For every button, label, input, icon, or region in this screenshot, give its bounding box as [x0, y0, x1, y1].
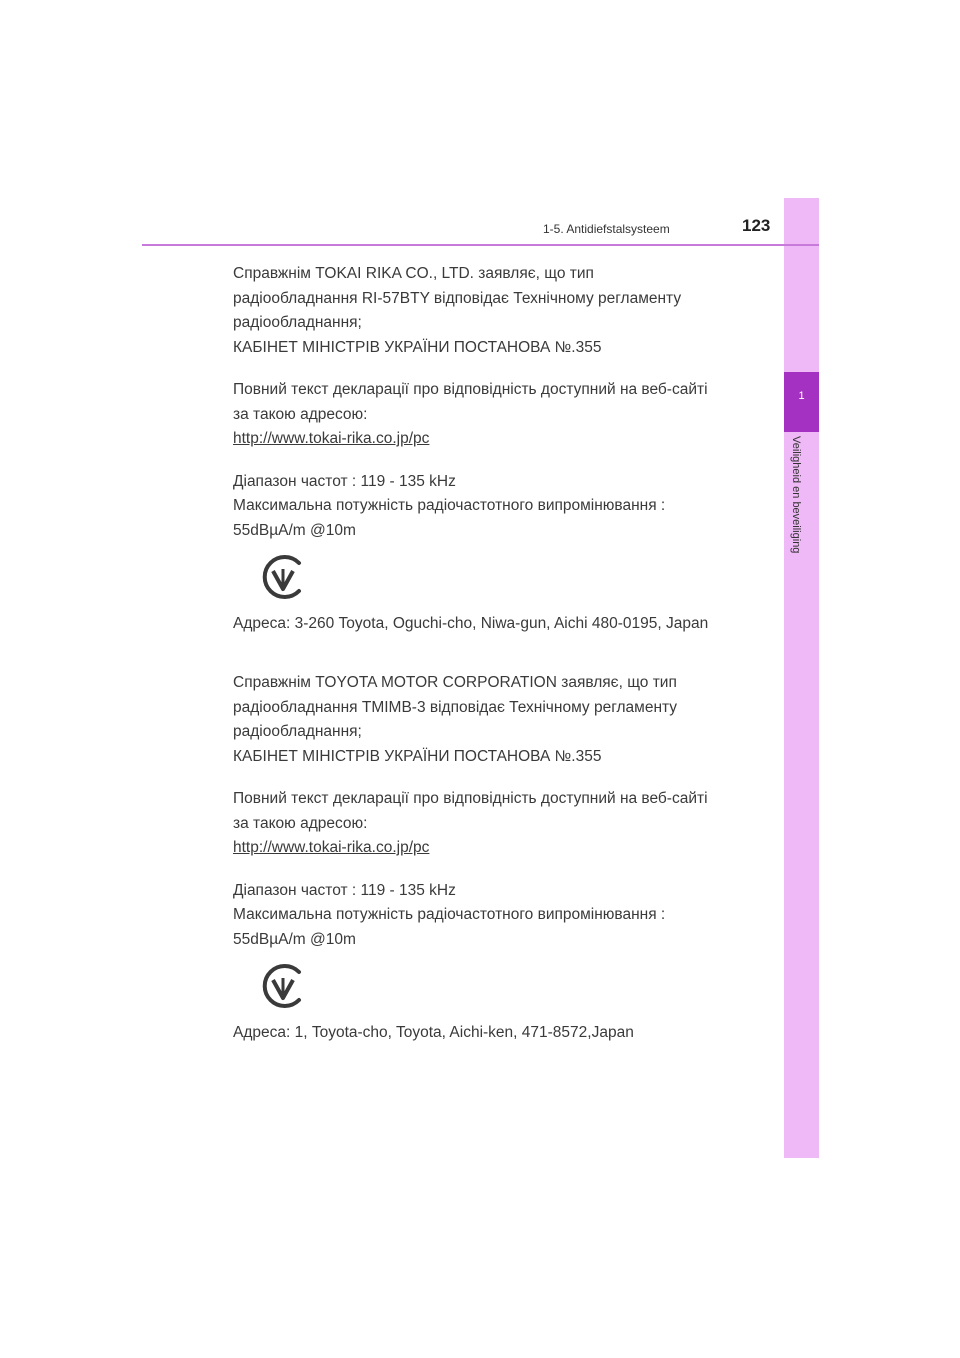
fulltext-line: за такою адресою:	[233, 405, 368, 423]
declaration-line: КАБІНЕТ МІНІСТРІВ УКРАЇНИ ПОСТАНОВА №.355	[233, 747, 602, 765]
fulltext-line: Повний текст декларації про відповідність доступний на веб-сайті	[233, 381, 708, 398]
address: Адреса: 1, Toyota-cho, Toyota, Aichi-ken, 471-8572,Japan	[233, 1024, 634, 1041]
declaration-url-link[interactable]: http://www.tokai-rika.co.jp/pc	[233, 430, 430, 447]
declaration-url-link[interactable]: http://www.tokai-rika.co.jp/pc	[233, 839, 430, 856]
page-content	[233, 262, 753, 1044]
chapter-label: Veiligheid en beveiliging	[790, 436, 802, 554]
ukraine-conformity-mark-icon	[233, 952, 753, 1022]
page-number: 123	[742, 216, 771, 235]
declaration-line: радіообладнання TMIMB-3 відповідає Технічному регламенту	[233, 698, 678, 716]
fulltext-line: за такою адресою:	[233, 814, 368, 832]
address: Адреса: 3-260 Toyota, Oguchi-cho, Niwa-gun, Aichi 480-0195, Japan	[233, 615, 709, 632]
chapter-side-tab	[784, 198, 819, 1158]
spec-line: Діапазон частот : 119 - 135 kHz	[233, 881, 456, 899]
declaration-line: Справжнім TOYOTA MOTOR CORPORATION заявляє, що тип	[233, 674, 677, 691]
chapter-side-tab-active	[784, 372, 819, 432]
spec-line: Максимальна потужність радіочастотного випромінювання :	[233, 497, 666, 514]
chapter-number: 1	[798, 390, 805, 402]
declaration-block-tokai-rika	[233, 262, 753, 635]
declaration-line: Справжнім TOKAI RIKA CO., LTD. заявляє, що тип	[233, 265, 594, 282]
spec-line: 55dBµA/m @10m	[233, 521, 356, 539]
fulltext-line: Повний текст декларації про відповідність доступний на веб-сайті	[233, 790, 708, 807]
declaration-line: радіообладнання;	[233, 314, 362, 331]
ukraine-conformity-mark-icon	[233, 543, 753, 613]
header-rule	[142, 244, 819, 246]
spec-line: 55dBµA/m @10m	[233, 930, 356, 948]
spec-line: Діапазон частот : 119 - 135 kHz	[233, 472, 456, 490]
spec-line: Максимальна потужність радіочастотного випромінювання :	[233, 906, 666, 923]
declaration-block-toyota-motor	[233, 671, 753, 1044]
declaration-line: радіообладнання RI-57BTY відповідає Технічному регламенту	[233, 289, 682, 307]
section-title: 1-5. Antidiefstalsysteem	[543, 222, 670, 236]
declaration-line: радіообладнання;	[233, 723, 362, 740]
declaration-line: КАБІНЕТ МІНІСТРІВ УКРАЇНИ ПОСТАНОВА №.355	[233, 338, 602, 356]
